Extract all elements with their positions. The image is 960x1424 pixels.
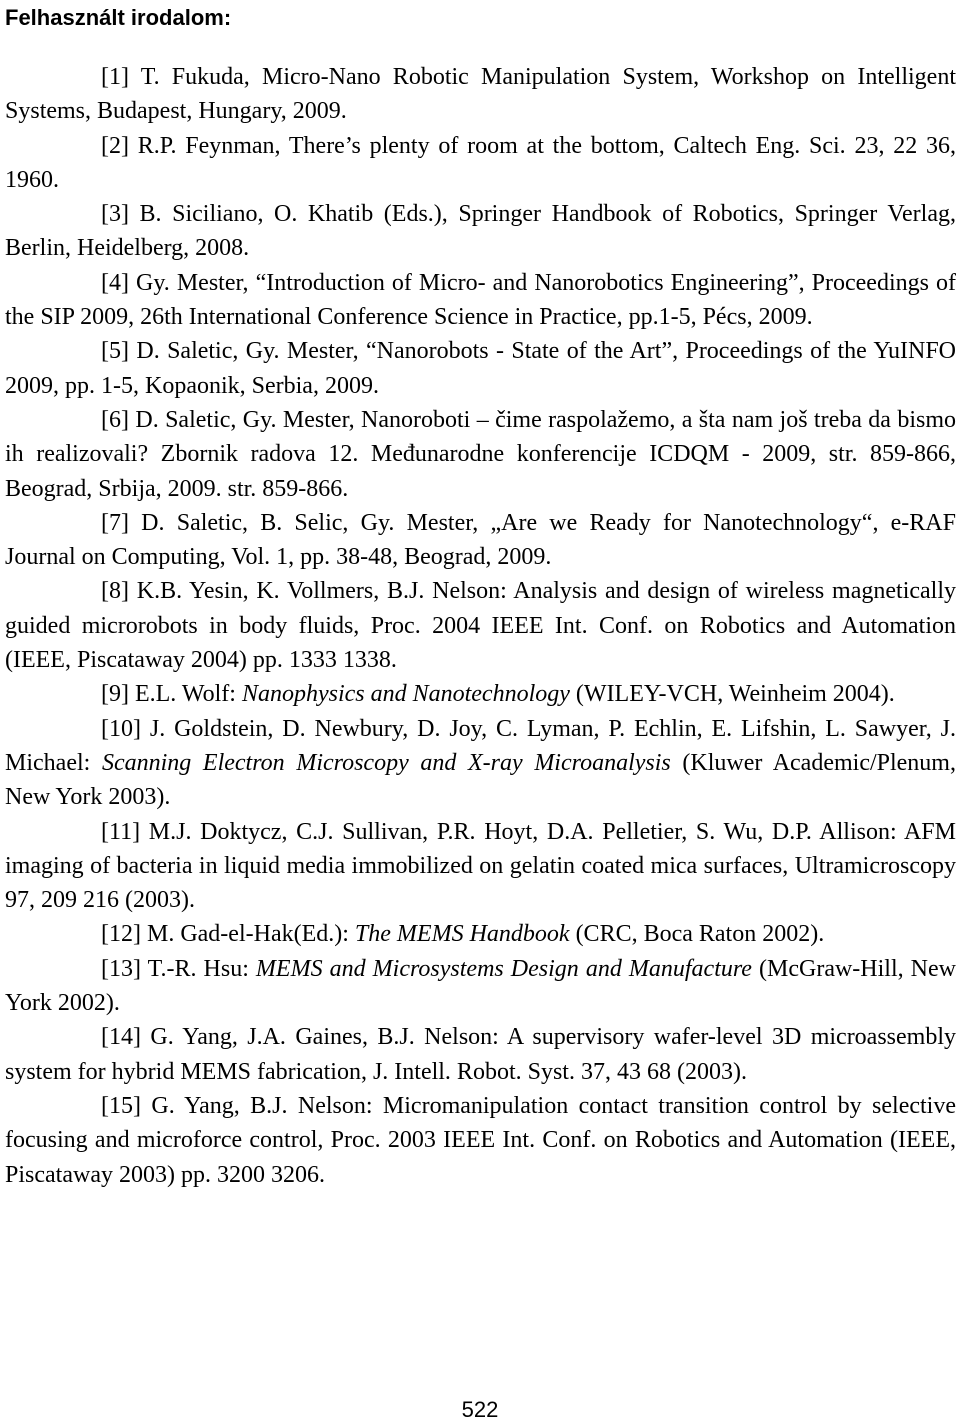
reference-text: [12] M. Gad-el-Hak(Ed.): bbox=[101, 921, 355, 948]
reference-item-1 bbox=[5, 60, 956, 129]
reference-text: [3] B. Siciliano, O. Khatib (Eds.), Springer Handbook of Robotics, Springer Verlag, Berlin, Heidelberg, 2008. bbox=[5, 201, 956, 262]
reference-item-5 bbox=[5, 334, 956, 403]
reference-item-2 bbox=[5, 129, 956, 198]
reference-item-14 bbox=[5, 1020, 956, 1089]
reference-item-8 bbox=[5, 574, 956, 677]
reference-text: [10] J. Goldstein, D. Newbury, D. Joy, C. Lyman, P. Echlin, E. Lifshin, L. Sawyer, J. Michael: bbox=[5, 715, 956, 776]
reference-text: (Kluwer Academic/Plenum, New York 2003). bbox=[5, 749, 956, 811]
reference-list bbox=[5, 60, 956, 1192]
reference-item-9 bbox=[5, 677, 956, 711]
reference-item-10 bbox=[5, 712, 956, 815]
reference-item-13 bbox=[5, 952, 956, 1021]
reference-text: [11] M.J. Doktycz, C.J. Sullivan, P.R. Hoyt, D.A. Pelletier, S. Wu, D.P. Allison: AFM imaging of bacteria in liquid media immobilized on gelatin coated mica surfaces, Ultramicroscopy 97, 209 216 (2003). bbox=[5, 818, 956, 914]
reference-item-15 bbox=[5, 1089, 956, 1192]
reference-title: Nanophysics and Nanotechnology bbox=[241, 681, 570, 708]
reference-text: (WILEY-VCH, Weinheim 2004). bbox=[569, 681, 895, 708]
reference-text: [1] T. Fukuda, Micro-Nano Robotic Manipulation System, Workshop on Intelligent Systems, Budapest, Hungary, 2009. bbox=[5, 64, 956, 125]
reference-text: (McGraw-Hill, New York 2002). bbox=[5, 955, 956, 1017]
reference-text: [6] D. Saletic, Gy. Mester, Nanoroboti – čime raspolažemo, a šta nam još treba da bismo ih realizovali? Zbornik radova 12. Međunarodne konferencije ICDQM - 2009, str. 859-866, Beograd, Srbija, 2009. str. 859-866. bbox=[5, 406, 956, 502]
reference-text: [14] G. Yang, J.A. Gaines, B.J. Nelson: A supervisory wafer-level 3D microassembly system for hybrid MEMS fabrication, J. Intell. Robot. Syst. 37, 43 68 (2003). bbox=[5, 1024, 956, 1085]
reference-title: MEMS and Microsystems Design and Manufacture bbox=[255, 955, 752, 982]
reference-text: [2] R.P. Feynman, There’s plenty of room at the bottom, Caltech Eng. Sci. 23, 22 36, 1960. bbox=[5, 132, 956, 193]
reference-text: [9] E.L. Wolf: bbox=[101, 681, 242, 708]
reference-text: (CRC, Boca Raton 2002). bbox=[569, 921, 825, 948]
reference-item-3 bbox=[5, 197, 956, 266]
reference-item-12 bbox=[5, 917, 956, 951]
reference-text: [7] D. Saletic, B. Selic, Gy. Mester, „Are we Ready for Nanotechnology“, e-RAF Journal on Computing, Vol. 1, pp. 38-48, Beograd, 2009. bbox=[5, 509, 956, 571]
reference-item-7 bbox=[5, 506, 956, 575]
reference-text: [5] D. Saletic, Gy. Mester, “Nanorobots - State of the Art”, Proceedings of the YuINFO 2009, pp. 1-5, Kopaonik, Serbia, 2009. bbox=[5, 338, 956, 399]
reference-item-6 bbox=[5, 403, 956, 506]
page-number: 522 bbox=[461, 1397, 499, 1422]
reference-title: Scanning Electron Microscopy and X-ray Microanalysis bbox=[101, 749, 671, 776]
reference-text: [4] Gy. Mester, “Introduction of Micro- and Nanorobotics Engineering”, Proceedings of the SIP 2009, 26th International Conference Science in Practice, pp.1-5, Pécs, 2009. bbox=[5, 269, 956, 331]
reference-title: The MEMS Handbook bbox=[354, 921, 570, 948]
reference-item-4 bbox=[5, 266, 956, 335]
reference-text: [15] G. Yang, B.J. Nelson: Micromanipulation contact transition control by selective focusing and microforce control, Proc. 2003 IEEE Int. Conf. on Robotics and Automation (IEEE, Piscataway 2003) pp. 3200 3206. bbox=[5, 1092, 956, 1188]
reference-item-11 bbox=[5, 815, 956, 918]
reference-text: [13] T.-R. Hsu: bbox=[101, 955, 256, 982]
references-heading: Felhasznált irodalom: bbox=[5, 5, 232, 30]
reference-text: [8] K.B. Yesin, K. Vollmers, B.J. Nelson: Analysis and design of wireless magnetically guided microrobots in body fluids, Proc. 2004 IEEE Int. Conf. on Robotics and Automation (IEEE, Piscataway 2004) pp. 1333 1338. bbox=[5, 578, 956, 674]
document-page bbox=[5, 0, 956, 1192]
